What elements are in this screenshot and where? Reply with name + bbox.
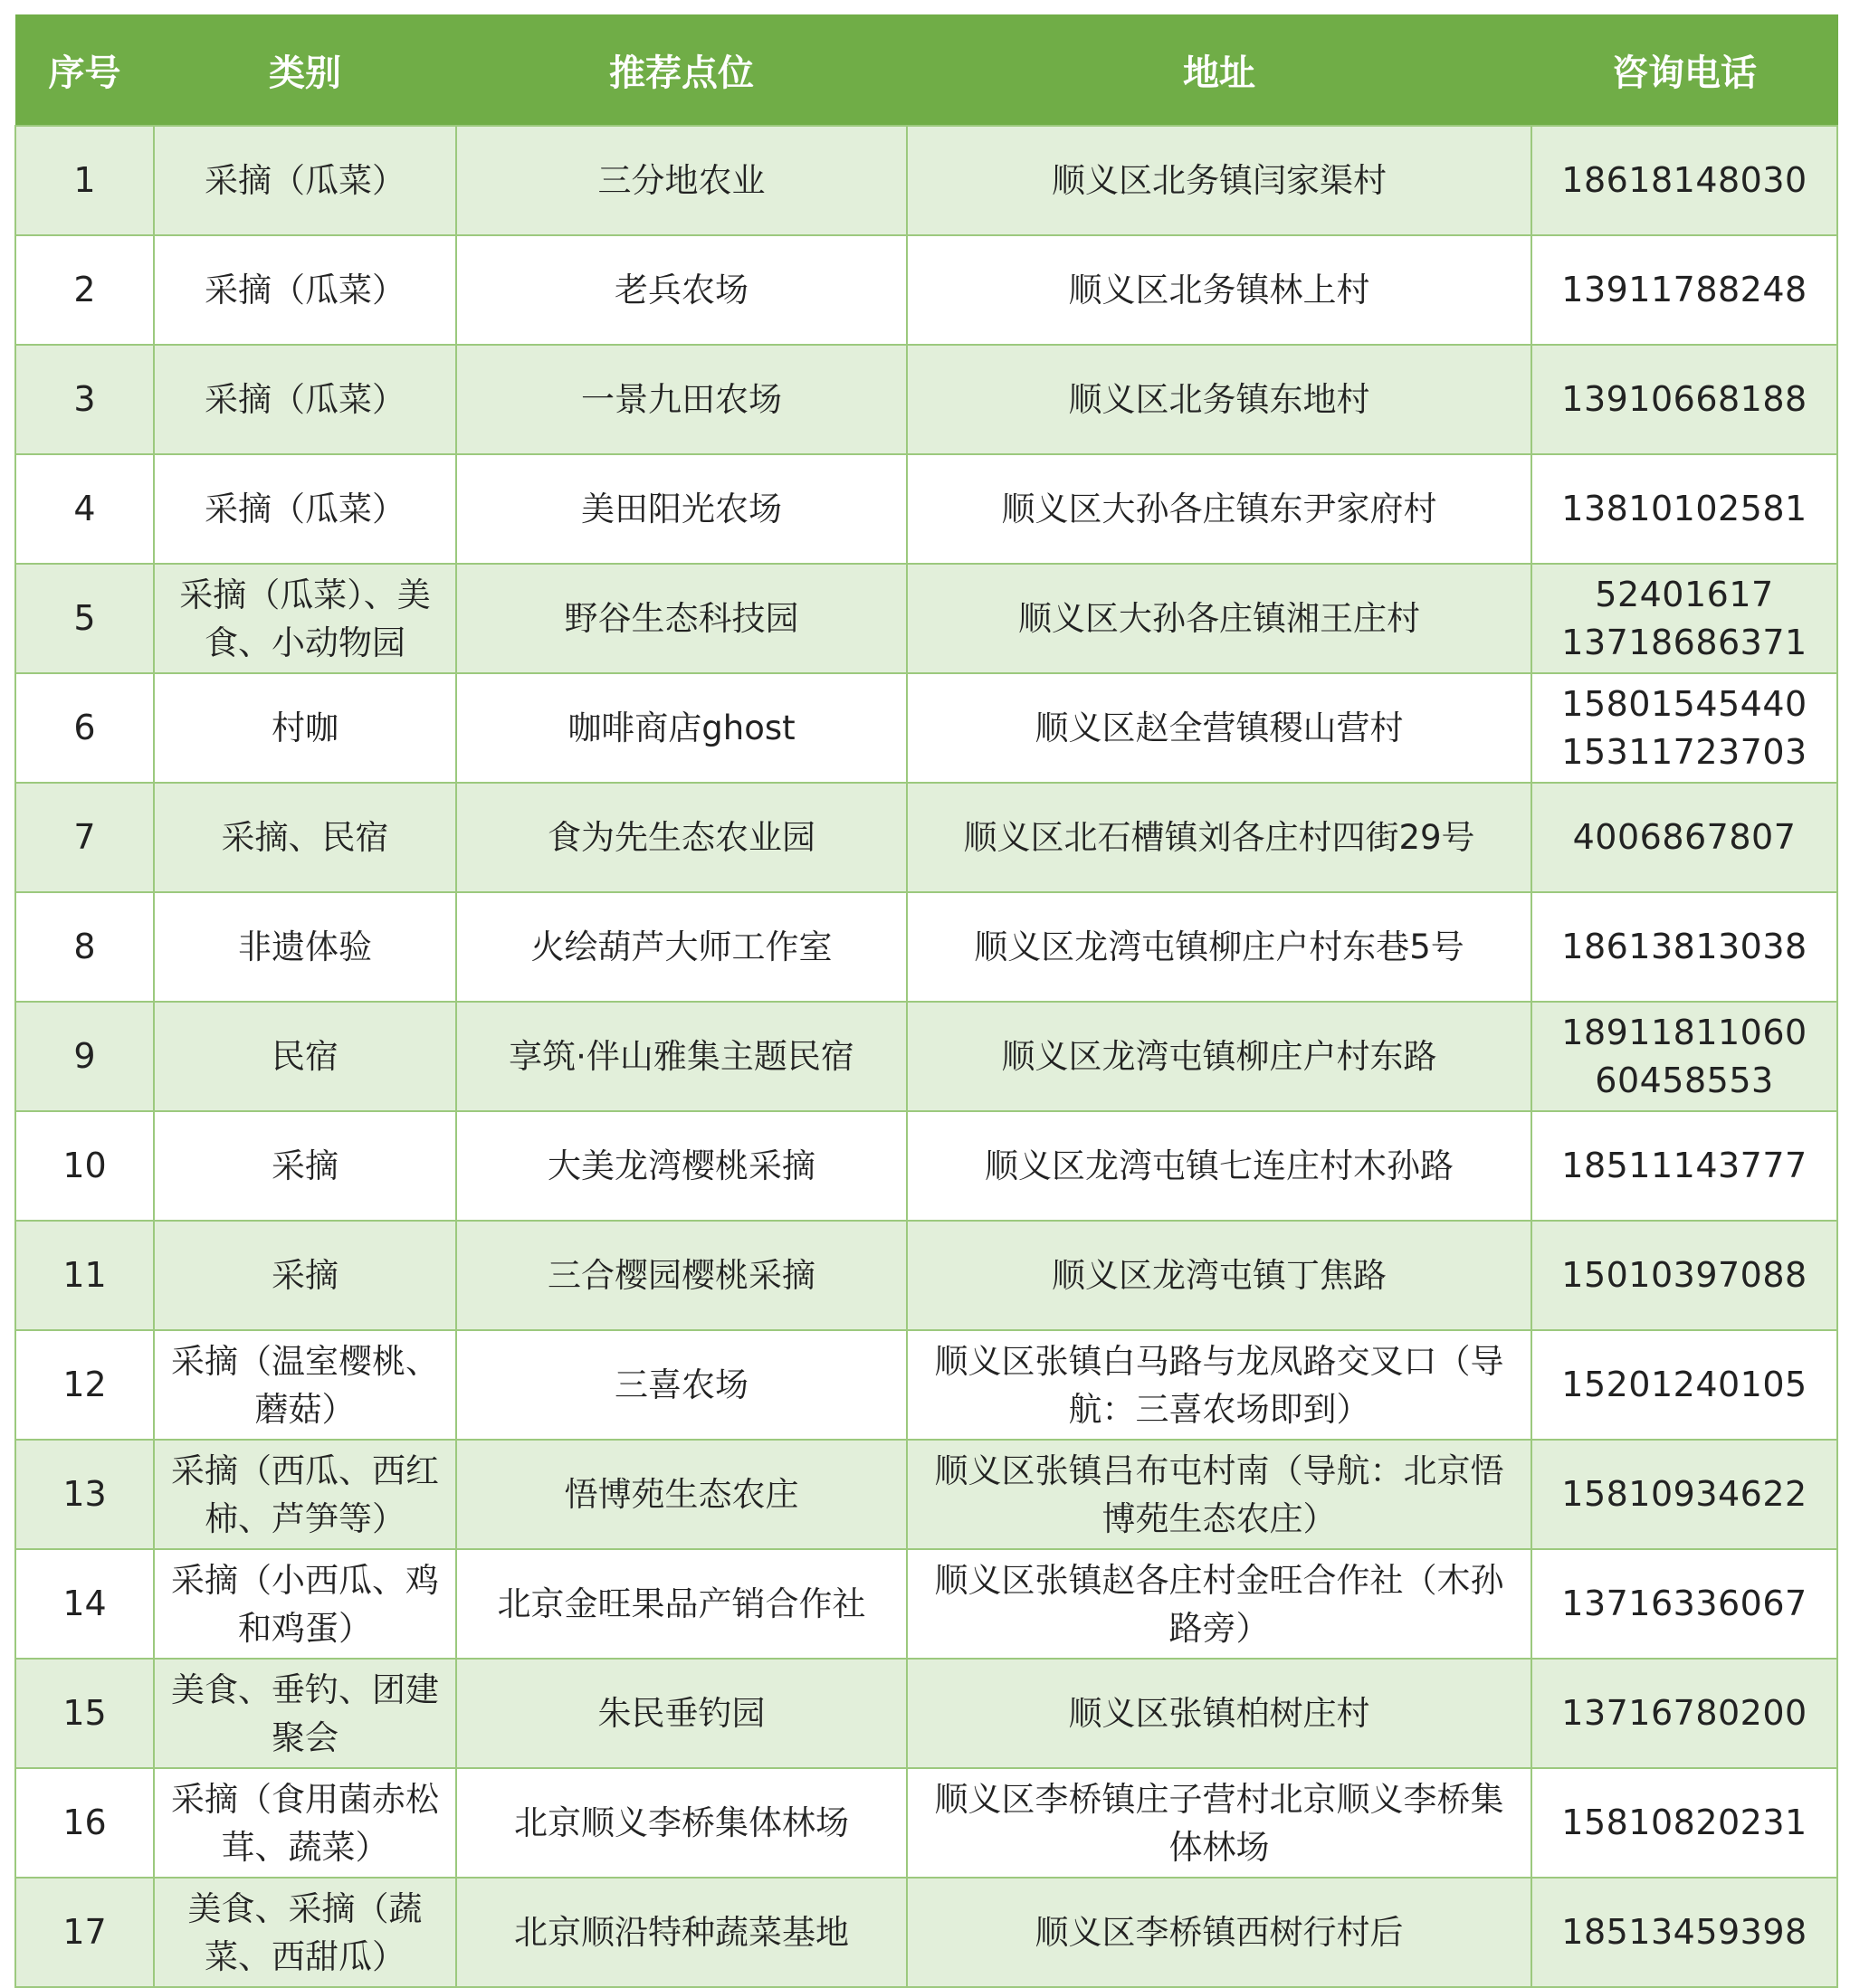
phone-number: 13716780200: [1561, 1693, 1807, 1733]
cell-category: 民宿: [154, 1002, 456, 1111]
table-row: [15, 126, 1837, 235]
cell-address: 顺义区张镇赵各庄村金旺合作社（木孙路旁）: [907, 1549, 1531, 1659]
cell-spot: 老兵农场: [456, 235, 907, 345]
phone-number: 18911811060: [1561, 1012, 1807, 1052]
cell-spot: 北京顺义李桥集体林场: [456, 1768, 907, 1878]
cell-spot: 食为先生态农业园: [456, 783, 907, 892]
cell-spot: 悟博苑生态农庄: [456, 1440, 907, 1549]
cell-index: 15: [15, 1659, 154, 1768]
cell-index: 11: [15, 1221, 154, 1330]
cell-spot: 三合樱园樱桃采摘: [456, 1221, 907, 1330]
cell-phone: [1531, 1659, 1837, 1768]
cell-index: 13: [15, 1440, 154, 1549]
cell-address: 顺义区李桥镇庄子营村北京顺义李桥集体林场: [907, 1768, 1531, 1878]
header-spot: 推荐点位: [456, 14, 907, 126]
cell-phone: [1531, 1002, 1837, 1111]
phone-number: 13810102581: [1561, 489, 1807, 528]
cell-address: 顺义区龙湾屯镇丁焦路: [907, 1221, 1531, 1330]
cell-spot: 火绘葫芦大师工作室: [456, 892, 907, 1002]
table-row: [15, 1002, 1837, 1111]
cell-index: 7: [15, 783, 154, 892]
cell-spot: 北京顺沿特种蔬菜基地: [456, 1878, 907, 1987]
cell-category: 美食、采摘（蔬菜、西甜瓜）: [154, 1878, 456, 1987]
cell-address: 顺义区赵全营镇稷山营村: [907, 673, 1531, 783]
cell-spot: 朱民垂钓园: [456, 1659, 907, 1768]
phone-number: 15010397088: [1561, 1255, 1807, 1295]
phone-number: 15810934622: [1561, 1474, 1807, 1514]
cell-index: 17: [15, 1878, 154, 1987]
phone-number: 4006867807: [1572, 817, 1797, 857]
cell-category: 采摘（瓜菜）: [154, 126, 456, 235]
cell-index: 5: [15, 564, 154, 673]
header-phone: 咨询电话: [1531, 14, 1837, 126]
table-row: [15, 892, 1837, 1002]
cell-address: 顺义区张镇吕布屯村南（导航：北京悟博苑生态农庄）: [907, 1440, 1531, 1549]
header-address: 地址: [907, 14, 1531, 126]
table-row: [15, 1221, 1837, 1330]
cell-category: 采摘（瓜菜）: [154, 454, 456, 564]
cell-category: 采摘: [154, 1111, 456, 1221]
table-row: [15, 454, 1837, 564]
cell-index: 4: [15, 454, 154, 564]
cell-address: 顺义区北石槽镇刘各庄村四街29号: [907, 783, 1531, 892]
phone-number: 18513459398: [1561, 1912, 1807, 1952]
cell-address: 顺义区李桥镇西树行村后: [907, 1878, 1531, 1987]
cell-category: 非遗体验: [154, 892, 456, 1002]
table-row: [15, 1768, 1837, 1878]
cell-index: 14: [15, 1549, 154, 1659]
phone-number: 15311723703: [1561, 731, 1807, 772]
cell-address: 顺义区北务镇闫家渠村: [907, 126, 1531, 235]
cell-index: 10: [15, 1111, 154, 1221]
cell-spot: 一景九田农场: [456, 345, 907, 454]
cell-phone: [1531, 454, 1837, 564]
table-row: [15, 1440, 1837, 1549]
cell-phone: [1531, 1221, 1837, 1330]
table-row: [15, 1111, 1837, 1221]
cell-index: 8: [15, 892, 154, 1002]
cell-spot: 大美龙湾樱桃采摘: [456, 1111, 907, 1221]
cell-phone: [1531, 1330, 1837, 1440]
cell-category: 采摘（瓜菜）: [154, 235, 456, 345]
phone-number: 13716336067: [1561, 1584, 1807, 1623]
phone-number: 60458553: [1595, 1060, 1774, 1100]
table-row: [15, 564, 1837, 673]
cell-address: 顺义区北务镇东地村: [907, 345, 1531, 454]
table-body: [15, 126, 1837, 1987]
cell-spot: 咖啡商店ghost: [456, 673, 907, 783]
cell-phone: [1531, 126, 1837, 235]
phone-number: 18618148030: [1561, 160, 1807, 200]
phone-number: 13910668188: [1561, 379, 1807, 419]
cell-index: 16: [15, 1768, 154, 1878]
cell-phone: [1531, 783, 1837, 892]
cell-address: 顺义区张镇白马路与龙凤路交叉口（导航：三喜农场即到）: [907, 1330, 1531, 1440]
cell-phone: [1531, 564, 1837, 673]
cell-phone: [1531, 1768, 1837, 1878]
table-row: [15, 673, 1837, 783]
cell-category: 采摘（小西瓜、鸡和鸡蛋）: [154, 1549, 456, 1659]
cell-category: 采摘（食用菌赤松茸、蔬菜）: [154, 1768, 456, 1878]
cell-phone: [1531, 1549, 1837, 1659]
cell-spot: 美田阳光农场: [456, 454, 907, 564]
cell-phone: [1531, 1878, 1837, 1987]
phone-number: 15810820231: [1561, 1803, 1807, 1842]
phone-number: 18613813038: [1561, 927, 1807, 966]
cell-address: 顺义区大孙各庄镇湘王庄村: [907, 564, 1531, 673]
cell-category: 采摘（西瓜、西红柿、芦笋等）: [154, 1440, 456, 1549]
phone-number: 18511143777: [1561, 1146, 1807, 1185]
cell-category: 采摘、民宿: [154, 783, 456, 892]
cell-category: 村咖: [154, 673, 456, 783]
cell-address: 顺义区大孙各庄镇东尹家府村: [907, 454, 1531, 564]
cell-phone: [1531, 345, 1837, 454]
cell-category: 采摘（温室樱桃、蘑菇）: [154, 1330, 456, 1440]
table-row: [15, 1549, 1837, 1659]
header-index: 序号: [15, 14, 154, 126]
cell-index: 3: [15, 345, 154, 454]
cell-index: 2: [15, 235, 154, 345]
cell-phone: [1531, 1440, 1837, 1549]
cell-address: 顺义区龙湾屯镇柳庄户村东巷5号: [907, 892, 1531, 1002]
cell-address: 顺义区龙湾屯镇柳庄户村东路: [907, 1002, 1531, 1111]
table-row: [15, 783, 1837, 892]
recommendation-table: [14, 14, 1838, 1988]
table-row: [15, 1659, 1837, 1768]
table-header-row: [15, 14, 1837, 126]
cell-spot: 三分地农业: [456, 126, 907, 235]
cell-phone: [1531, 892, 1837, 1002]
cell-index: 1: [15, 126, 154, 235]
cell-category: 美食、垂钓、团建聚会: [154, 1659, 456, 1768]
cell-address: 顺义区张镇柏树庄村: [907, 1659, 1531, 1768]
header-category: 类别: [154, 14, 456, 126]
cell-index: 12: [15, 1330, 154, 1440]
table-row: [15, 345, 1837, 454]
phone-number: 15201240105: [1561, 1365, 1807, 1404]
cell-category: 采摘: [154, 1221, 456, 1330]
cell-phone: [1531, 673, 1837, 783]
cell-index: 6: [15, 673, 154, 783]
cell-index: 9: [15, 1002, 154, 1111]
cell-spot: 北京金旺果品产销合作社: [456, 1549, 907, 1659]
table-row: [15, 235, 1837, 345]
cell-category: 采摘（瓜菜）: [154, 345, 456, 454]
cell-spot: 享筑·伴山雅集主题民宿: [456, 1002, 907, 1111]
cell-category: 采摘（瓜菜）、美食、小动物园: [154, 564, 456, 673]
cell-address: 顺义区龙湾屯镇七连庄村木孙路: [907, 1111, 1531, 1221]
cell-phone: [1531, 1111, 1837, 1221]
phone-number: 13718686371: [1561, 622, 1807, 662]
cell-spot: 三喜农场: [456, 1330, 907, 1440]
recommendation-table-container: [14, 14, 1836, 1988]
cell-spot: 野谷生态科技园: [456, 564, 907, 673]
phone-number: 13911788248: [1561, 270, 1807, 309]
phone-number: 15801545440: [1561, 683, 1807, 724]
cell-address: 顺义区北务镇林上村: [907, 235, 1531, 345]
cell-phone: [1531, 235, 1837, 345]
table-row: [15, 1878, 1837, 1987]
phone-number: 52401617: [1595, 574, 1774, 614]
table-row: [15, 1330, 1837, 1440]
